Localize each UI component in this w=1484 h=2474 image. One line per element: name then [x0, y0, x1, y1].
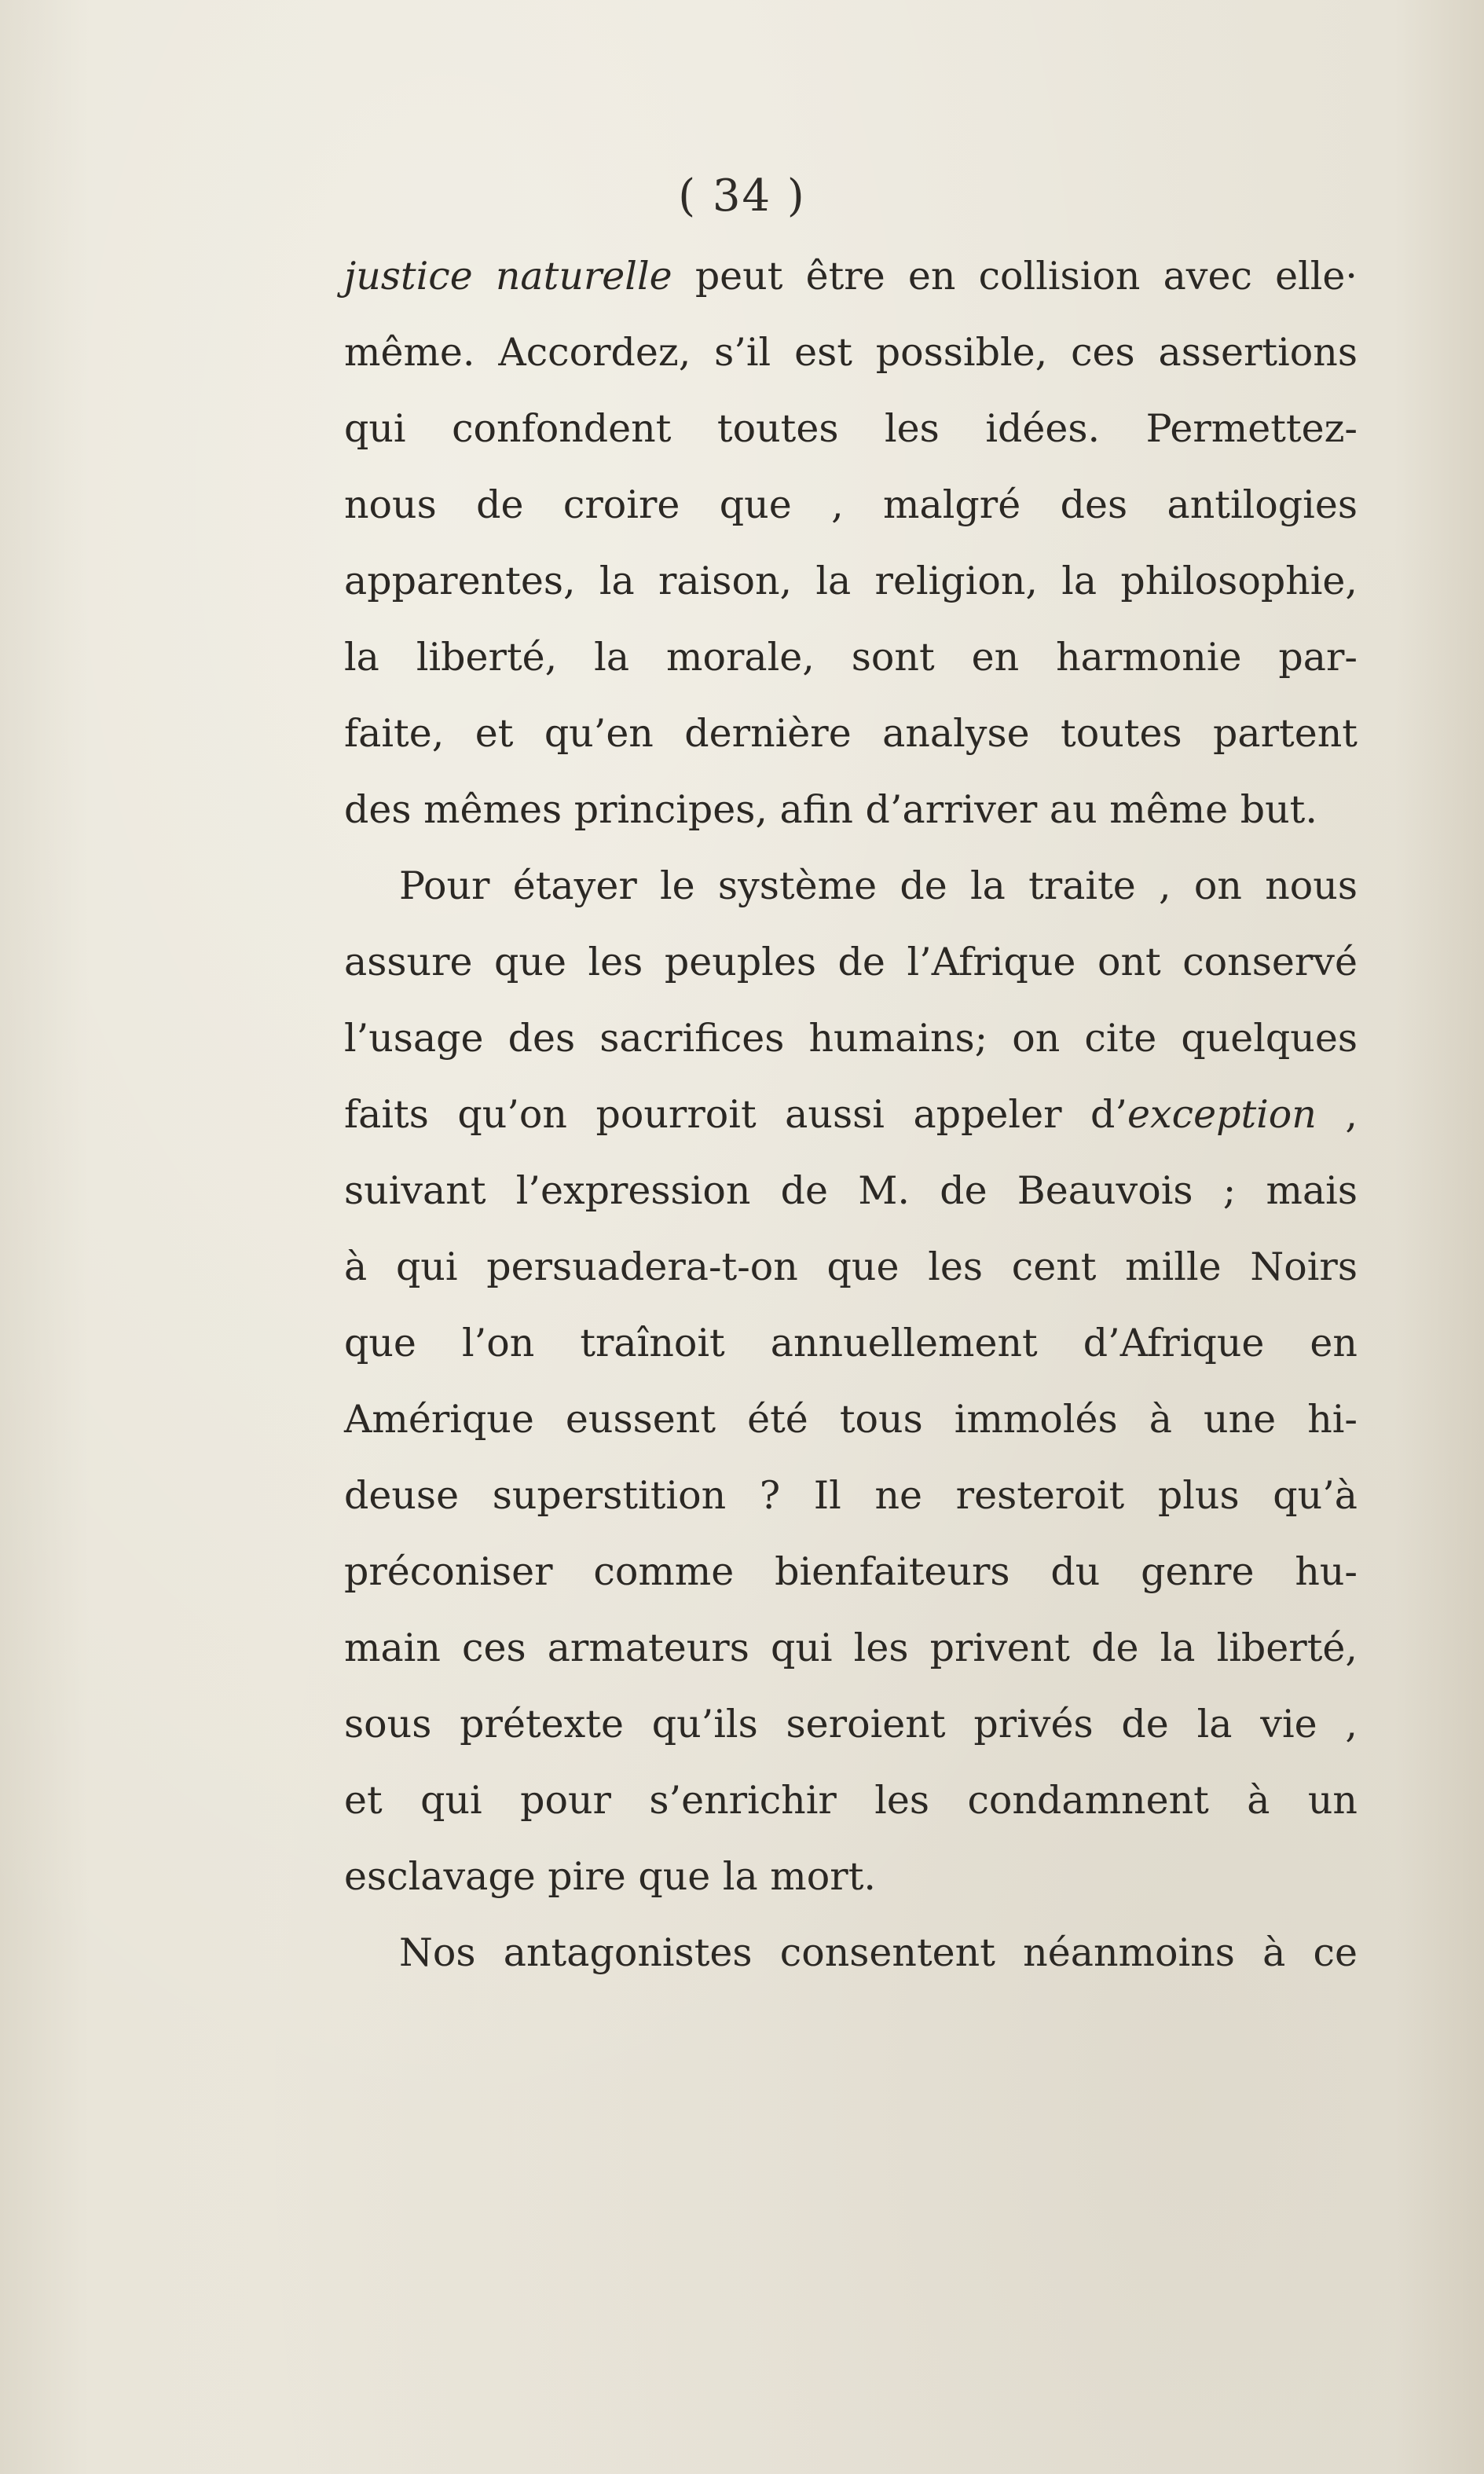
text-line-12: faits qu’on pourroit aussi appeler d’exception , — [344, 1092, 1358, 1137]
text-line-19: main ces armateurs qui les privent de la liberté, — [344, 1626, 1358, 1670]
italic-word: exception — [1127, 1092, 1317, 1137]
page-number: ( 34 ) — [678, 170, 806, 222]
text-line-6: la liberté, la morale, sont en harmonie par- — [344, 635, 1358, 680]
text-line-14: à qui persuadera-t-on que les cent mille Noirs — [344, 1244, 1358, 1289]
body-text — [344, 238, 1358, 1991]
text-line-23: Nos antagonistes consentent néanmoins à ce — [399, 1930, 1358, 1975]
text-line-8: des mêmes principes, afin d’arriver au même but. — [344, 787, 1317, 832]
text-line-20: sous prétexte qu’ils seroient privés de la vie , — [344, 1702, 1358, 1746]
text-line-7: faite, et qu’en dernière analyse toutes partent — [344, 711, 1358, 756]
text-line-13: suivant l’expression de M. de Beauvois ; mais — [344, 1168, 1358, 1213]
text-line-1: justice naturelle peut être en collision avec elle· — [344, 254, 1358, 299]
text-line-15: que l’on traînoit annuellement d’Afrique en — [344, 1321, 1358, 1365]
text-line-17: deuse superstition ? Il ne resteroit plus qu’à — [344, 1473, 1358, 1518]
text-line-11: l’usage des sacrifices humains; on cite quelques — [344, 1016, 1358, 1061]
text-line-10: assure que les peuples de l’Afrique ont conservé — [344, 940, 1358, 984]
text-line-21: et qui pour s’enrichir les condamnent à un — [344, 1778, 1358, 1823]
text-line-18: préconiser comme bienfaiteurs du genre hu- — [344, 1549, 1358, 1594]
text-line-16: Amérique eussent été tous immolés à une hi- — [344, 1397, 1358, 1442]
text-line-22: esclavage pire que la mort. — [344, 1854, 876, 1899]
text-line-3: qui confondent toutes les idées. Permettez- — [344, 406, 1358, 451]
text-line-5: apparentes, la raison, la religion, la philosophie, — [344, 559, 1358, 603]
italic-phrase: justice naturelle — [344, 254, 672, 299]
text-line-2: même. Accordez, s’il est possible, ces assertions — [344, 330, 1358, 375]
text-line-4: nous de croire que , malgré des antilogies — [344, 482, 1358, 527]
text-line-9: Pour étayer le système de la traite , on nous — [399, 863, 1358, 908]
